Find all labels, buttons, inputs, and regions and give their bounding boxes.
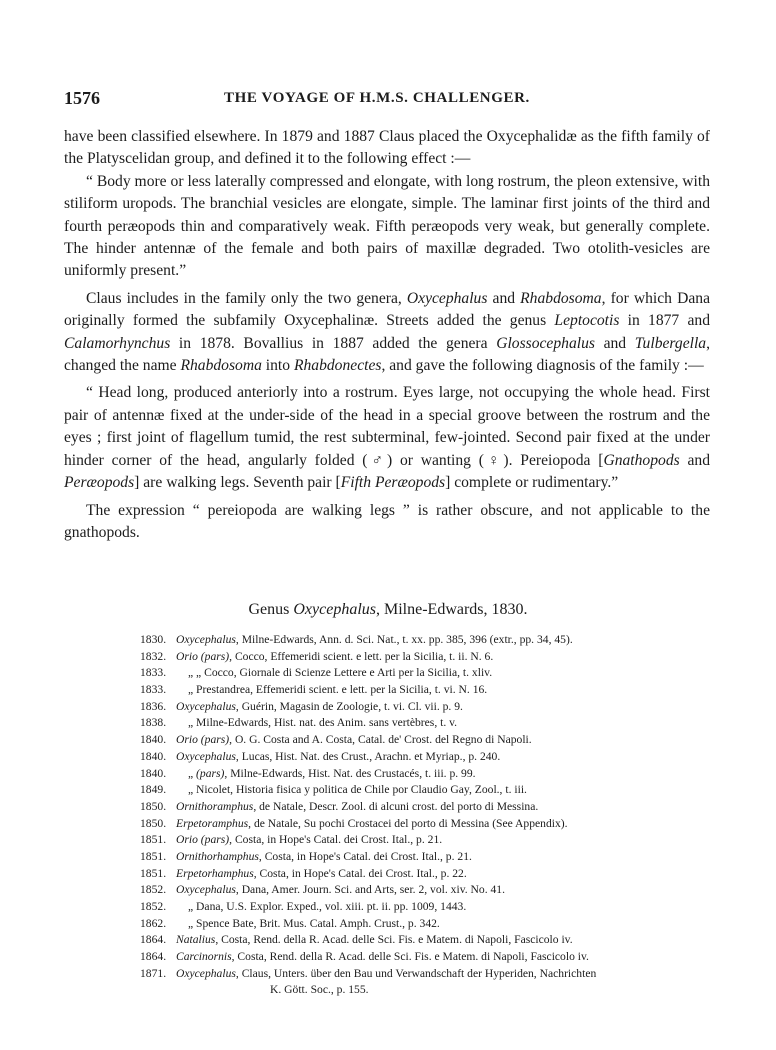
italic-term: Natalius <box>176 933 216 947</box>
italic-term: Tulbergella <box>634 334 707 352</box>
synonymy-entry <box>140 849 720 866</box>
page-header <box>64 88 712 112</box>
synonymy-entry <box>140 782 720 799</box>
text-run: have been classified elsewhere. In 1879 and 1887 Claus placed the Oxycephalidæ as the fifth family of the Platyscelidan group, and defined it to the following effect :— <box>64 128 710 168</box>
synonymy-year: 1851. <box>140 849 167 863</box>
text-run: Claus includes in the family only the two genera, <box>86 289 407 307</box>
text-run: , for which Dana originally formed the subfamily Oxycephalinæ. Streets added the genus <box>64 289 710 330</box>
text-run: , O. G. Costa and A. Costa, Catal. de' Crost. del Regno di Napoli. <box>229 733 532 747</box>
text-run: in 1878. Bovallius in 1887 added the genera <box>170 334 497 352</box>
text-run: , Guérin, Magasin de Zoologie, t. vi. Cl. vii. p. 9. <box>235 699 463 713</box>
synonymy-text <box>188 682 487 699</box>
synonymy-text <box>176 866 467 883</box>
text-run: „ Spence Bate, Brit. Mus. Catal. Amph. Crust., p. 342. <box>188 916 440 930</box>
synonymy-year: 1852. <box>140 900 167 913</box>
text-run: and <box>594 334 635 352</box>
italic-term: Erpetoramphus <box>176 816 249 830</box>
paragraph <box>64 126 710 171</box>
synonymy-text <box>188 715 457 732</box>
italic-term: Orio (pars) <box>176 649 230 663</box>
synonymy-text <box>176 966 596 983</box>
italic-term: Leptocotis <box>554 312 620 330</box>
text-run: „ Milne-Edwards, Hist. nat. des Anim. sans vertèbres, t. v. <box>188 716 458 730</box>
italic-term: Rhabdosoma <box>520 289 602 307</box>
text-run: „ „ Cocco, Giornale di Scienze Lettere e Arti per la Sicilia, t. xliv. <box>188 666 493 680</box>
synonymy-year: 1840. <box>140 733 167 747</box>
synonymy-year: 1830. <box>140 633 167 646</box>
text-run: , Costa, in Hope's Catal. dei Crost. Ital., p. 22. <box>253 866 467 880</box>
synonymy-entry <box>140 749 720 766</box>
synonymy-entry <box>140 899 720 916</box>
text-run: into <box>261 357 294 375</box>
text-run: , Costa, Rend. della R. Acad. delle Sci. Fis. e Matem. di Napoli, Fascicolo iv. <box>231 950 589 964</box>
paragraph <box>64 171 710 283</box>
text-run: , and gave the following diagnosis of the family :— <box>381 357 704 375</box>
text-run: „ <box>188 766 197 780</box>
synonymy-text <box>176 799 538 816</box>
synonymy-entry <box>140 916 720 933</box>
text-run: , Costa, Rend. della R. Acad. delle Sci. Fis. e Matem. di Napoli, Fascicolo iv. <box>215 933 573 947</box>
text-run: , Milne-Edwards, Hist. Nat. des Crustacés, t. iii. p. 99. <box>224 766 476 780</box>
synonymy-year: 1833. <box>140 683 167 697</box>
text-run: „ Prestandrea, Effemeridi scient. e lett. per la Sicilia, t. vi. N. 16. <box>188 683 488 697</box>
italic-term: Erpetorhamphus <box>176 866 254 880</box>
synonymy-year: 1833. <box>140 666 167 680</box>
synonymy-year: 1850. <box>140 799 167 813</box>
text-run: , Costa, in Hope's Catal. dei Crost. Ital., p. 21. <box>229 833 443 847</box>
running-title: THE VOYAGE OF H.M.S. CHALLENGER. <box>224 90 530 106</box>
synonymy-entry <box>140 766 720 783</box>
synonymy-entry <box>140 966 720 983</box>
paragraph <box>64 500 710 545</box>
italic-term: Orio (pars) <box>176 833 230 847</box>
synonymy-year: 1852. <box>140 883 167 897</box>
genus-heading <box>0 601 776 619</box>
text-run: K. Gött. Soc., p. 155. <box>270 983 369 997</box>
synonymy-text <box>188 899 466 916</box>
synonymy-text <box>176 932 573 949</box>
italic-term: Ornithoramphus <box>176 799 254 813</box>
synonymy-year: 1862. <box>140 916 167 930</box>
text-run: , de Natale, Descr. Zool. di alcuni crost. del porto di Messina. <box>253 799 539 813</box>
synonymy-text <box>188 665 492 682</box>
synonymy-entry <box>140 732 720 749</box>
synonymy-text <box>176 732 532 749</box>
synonymy-year: 1851. <box>140 833 167 847</box>
italic-term: Rhabdosoma <box>180 357 262 375</box>
text-run: ] complete or rudimentary.” <box>445 474 619 492</box>
synonymy-year: 1850. <box>140 816 167 830</box>
synonymy-text <box>176 949 589 966</box>
text-run: “ Head long, produced anteriorly into a rostrum. Eyes large, not occupying the whole head. First pair of antennæ fixed at the under-side of the head in a special groove between the rostrum and the eyes ; first joint of flagellum tumid, the rest subterminal, few-jointed. Second pair fixed at the under hinder corner of the head, angularly folded (♂) or wanting (♀). Pereiopoda [ <box>64 384 710 469</box>
italic-term: Ornithorhamphus <box>176 849 259 863</box>
synonymy-entry <box>140 665 720 682</box>
italic-term: Calamorhynchus <box>64 334 171 352</box>
text-run: ] are walking legs. Seventh pair [ <box>134 474 341 492</box>
synonymy-year: 1851. <box>140 866 167 880</box>
italic-term: Orio (pars) <box>176 733 230 747</box>
synonymy-year: 1871. <box>140 966 167 980</box>
text-run: „ Nicolet, Historia fisica y politica de Chile por Claudio Gay, Zool., t. iii. <box>188 783 527 797</box>
synonymy-year: 1836. <box>140 699 167 713</box>
synonymy-entry <box>140 632 720 649</box>
synonymy-year: 1832. <box>140 649 167 663</box>
synonymy-entry <box>140 832 720 849</box>
text-run: , changed the name <box>64 334 710 375</box>
synonymy-text <box>176 649 493 666</box>
page-number: 1576 <box>64 88 100 108</box>
italic-term: Peræopods <box>64 474 135 492</box>
italic-term: Oxycephalus <box>406 289 488 307</box>
italic-term: Oxycephalus <box>176 883 236 897</box>
synonymy-entry <box>140 932 720 949</box>
synonymy-entry <box>140 882 720 899</box>
italic-term: Oxycephalus <box>176 749 236 763</box>
genus-prefix: Genus <box>248 601 294 618</box>
synonymy-text <box>176 632 573 649</box>
synonymy-text <box>188 782 527 799</box>
italic-term: Rhabdonectes <box>293 357 382 375</box>
synonymy-entry <box>140 699 720 716</box>
synonymy-text <box>176 882 505 899</box>
italic-term: Carcinornis <box>176 950 232 964</box>
text-run: , Milne-Edwards, Ann. d. Sci. Nat., t. xx. pp. 385, 396 (extr., pp. 34, 45). <box>235 633 573 646</box>
italic-term: Glossocephalus <box>496 334 595 352</box>
synonymy-list <box>140 632 720 999</box>
text-run: and <box>679 451 710 469</box>
synonymy-year: 1840. <box>140 749 167 763</box>
synonymy-year: 1864. <box>140 933 167 947</box>
synonymy-text <box>188 916 440 933</box>
paragraph <box>64 382 710 494</box>
italic-term: Fifth Peræopods <box>340 474 446 492</box>
text-run: , Costa, in Hope's Catal. dei Crost. Ital., p. 21. <box>258 849 472 863</box>
synonymy-text <box>176 749 500 766</box>
synonymy-entry <box>140 799 720 816</box>
body-text <box>64 126 710 544</box>
synonymy-year: 1838. <box>140 716 167 730</box>
synonymy-entry <box>140 816 720 833</box>
text-run: in 1877 and <box>619 312 710 330</box>
text-run: , Dana, Amer. Journ. Sci. and Arts, ser. 2, vol. xiv. No. 41. <box>235 883 505 897</box>
text-run: “ Body more or less laterally compressed and elongate, with long rostrum, the pleon extensive, with stiliform uropods. The branchial vesicles are elongate, simple. The laminar first joints of the third and fourth peræopods thin and comparatively weak. Fifth peræopods very weak, but generally complete. The hinder antennæ of the female and both pairs of maxillæ degraded. Two otolith-vesicles are uniformly present.” <box>64 172 710 280</box>
text-run: , Claus, Unters. über den Bau und Verwandschaft der Hyperiden, Nachrichten <box>235 966 597 980</box>
italic-term: Oxycephalus <box>176 699 236 713</box>
paragraph <box>64 288 710 378</box>
synonymy-entry <box>140 715 720 732</box>
genus-name: Oxycephalus <box>293 601 376 618</box>
synonymy-entry <box>140 866 720 883</box>
synonymy-text <box>176 699 463 716</box>
synonymy-text <box>176 832 442 849</box>
synonymy-year: 1849. <box>140 783 167 797</box>
text-run: The expression “ pereiopoda are walking legs ” is rather obscure, and not applicable to the gnathopods. <box>64 501 710 541</box>
italic-term: Oxycephalus <box>176 633 236 646</box>
genus-suffix: , Milne-Edwards, 1830. <box>376 601 528 618</box>
text-run: , Lucas, Hist. Nat. des Crust., Arachn. et Myriap., p. 240. <box>235 749 501 763</box>
italic-term: Gnathopods <box>603 451 680 469</box>
synonymy-text <box>188 766 476 783</box>
italic-term: (pars) <box>196 766 225 780</box>
synonymy-entry <box>140 649 720 666</box>
synonymy-year: 1840. <box>140 766 167 780</box>
synonymy-entry <box>140 949 720 966</box>
text-run: and <box>487 289 521 307</box>
synonymy-text <box>176 816 568 833</box>
synonymy-entry <box>140 682 720 699</box>
text-run: „ Dana, U.S. Explor. Exped., vol. xiii. pt. ii. pp. 1009, 1443. <box>188 900 467 913</box>
synonymy-year: 1864. <box>140 950 167 964</box>
italic-term: Oxycephalus <box>176 966 236 980</box>
synonymy-text <box>176 849 472 866</box>
text-run: , de Natale, Su pochi Crostacei del porto di Messina (See Appendix). <box>248 816 568 830</box>
text-run: , Cocco, Effemeridi scient. e lett. per la Sicilia, t. ii. N. 6. <box>229 649 494 663</box>
synonymy-continuation <box>140 982 720 999</box>
